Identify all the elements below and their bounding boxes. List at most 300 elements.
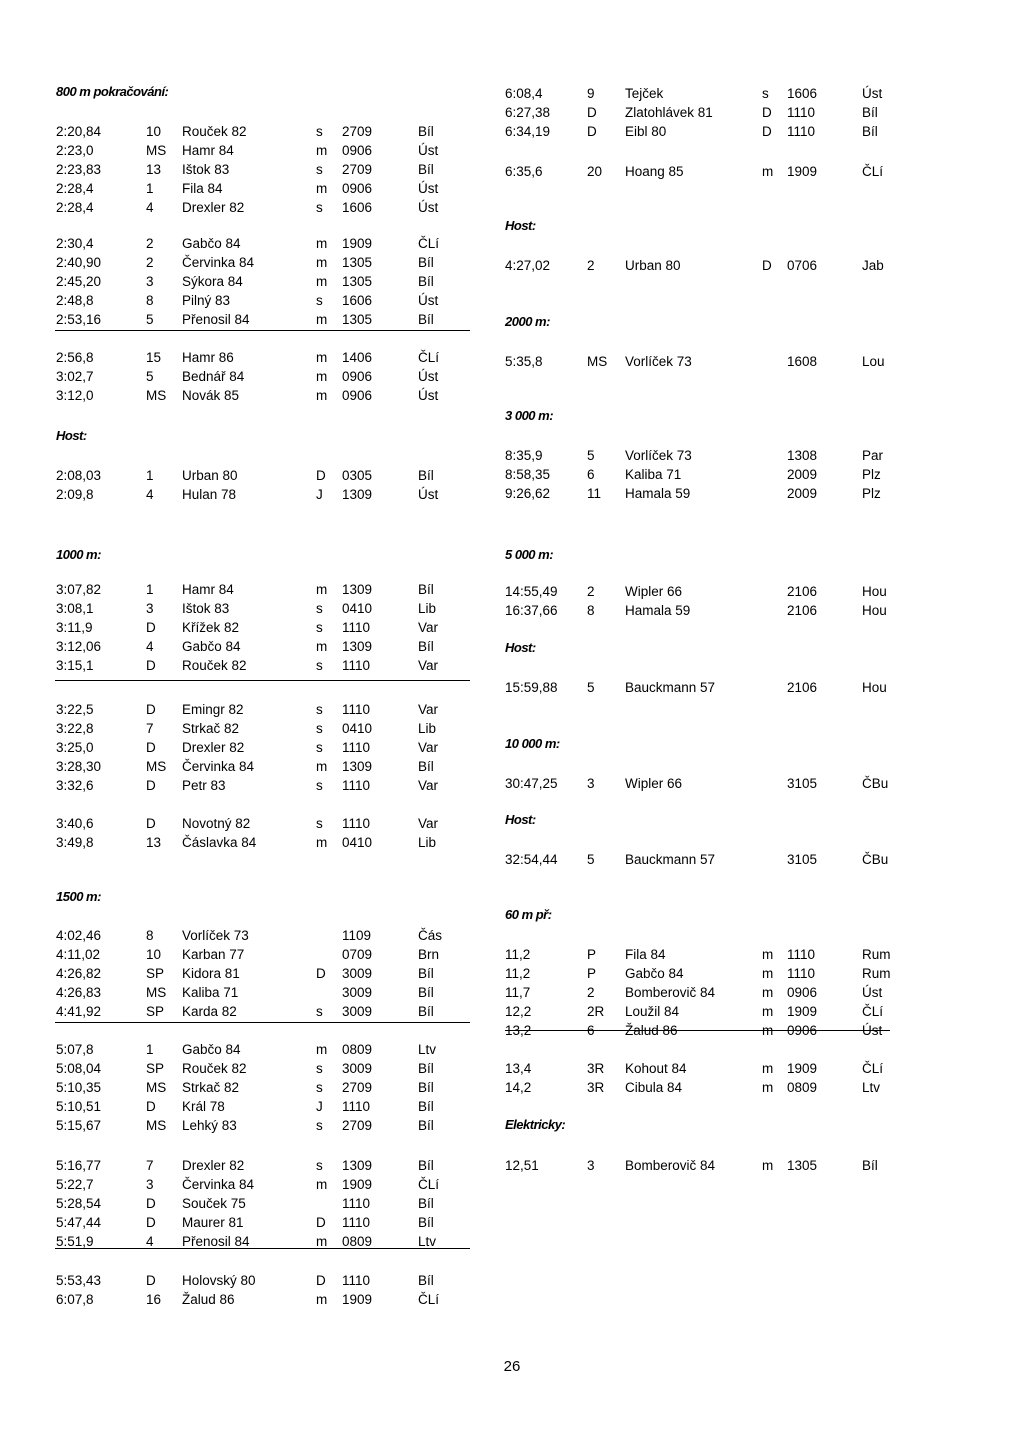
venue-cell: ČBu [862, 852, 889, 867]
time-cell: 4:02,46 [56, 928, 102, 943]
time-cell: 6:35,6 [505, 164, 543, 179]
time-cell: 14,2 [505, 1080, 532, 1095]
time-cell: 13,2 [505, 1023, 532, 1038]
time-cell: 3:07,82 [56, 582, 102, 597]
category-cell: s [316, 1158, 323, 1173]
venue-cell: Lib [418, 601, 437, 616]
result-row [0, 618, 1024, 638]
result-row [0, 122, 1024, 142]
place-cell: 8 [146, 293, 154, 308]
place-cell: D [587, 124, 597, 139]
category-cell: D [316, 966, 326, 981]
athlete-cell: Bauckmann 57 [625, 680, 716, 695]
place-cell: D [146, 620, 156, 635]
date-cell: 1110 [342, 1196, 371, 1211]
category-cell: s [316, 1004, 323, 1019]
time-cell: 6:34,19 [505, 124, 551, 139]
athlete-cell: Drexler 82 [182, 740, 245, 755]
date-cell: 1110 [342, 1215, 371, 1230]
result-row [0, 850, 1024, 870]
place-cell: 9 [587, 86, 595, 101]
time-cell: 5:35,8 [505, 354, 543, 369]
date-cell: 2709 [342, 162, 373, 177]
athlete-cell: Zlatohlávek 81 [625, 105, 713, 120]
athlete-cell: Červinka 84 [182, 255, 255, 270]
time-cell: 12,51 [505, 1158, 539, 1173]
date-cell: 2709 [342, 1118, 373, 1133]
place-cell: 4 [146, 200, 154, 215]
place-cell: 6 [587, 1023, 595, 1038]
athlete-cell: Novák 85 [182, 388, 240, 403]
venue-cell: Bíl [418, 1158, 434, 1173]
athlete-cell: Drexler 82 [182, 1158, 245, 1173]
result-row [0, 1232, 1024, 1252]
date-cell: 1110 [787, 124, 816, 139]
place-cell: P [587, 947, 597, 962]
athlete-cell: Strkač 82 [182, 1080, 240, 1095]
time-cell: 3:08,1 [56, 601, 94, 616]
place-cell: 3 [146, 1177, 154, 1192]
time-cell: 14:55,49 [505, 584, 558, 599]
venue-cell: Bíl [418, 985, 434, 1000]
date-cell: 1909 [787, 1004, 818, 1019]
place-cell: MS [587, 354, 608, 369]
result-row [0, 291, 1024, 311]
athlete-cell: Bednář 84 [182, 369, 245, 384]
date-cell: 1109 [342, 928, 372, 943]
venue-cell: ČLí [862, 1061, 884, 1076]
date-cell: 2709 [342, 124, 373, 139]
place-cell: D [146, 816, 156, 831]
venue-cell: Bíl [418, 1004, 434, 1019]
venue-cell: Jab [862, 258, 884, 273]
place-cell: D [146, 1273, 156, 1288]
athlete-cell: Hamala 59 [625, 486, 691, 501]
date-cell: 2106 [787, 584, 818, 599]
place-cell: 8 [146, 928, 154, 943]
result-row [0, 446, 1024, 466]
date-cell: 0809 [342, 1234, 373, 1249]
place-cell: 5 [146, 312, 154, 327]
date-cell: 1110 [342, 1273, 371, 1288]
place-cell: 10 [146, 124, 162, 139]
place-cell: 5 [146, 369, 154, 384]
venue-cell: Úst [418, 293, 439, 308]
category-cell: J [316, 1099, 323, 1114]
athlete-cell: Hamr 84 [182, 582, 234, 597]
time-cell: 30:47,25 [505, 776, 558, 791]
venue-cell: Úst [418, 181, 439, 196]
venue-cell: Ltv [862, 1080, 881, 1095]
time-cell: 3:02,7 [56, 369, 94, 384]
date-cell: 0809 [342, 1042, 373, 1057]
category-cell: m [316, 369, 328, 384]
category-cell: s [316, 620, 323, 635]
category-cell: m [762, 985, 774, 1000]
athlete-cell: Emingr 82 [182, 702, 244, 717]
venue-cell: Bíl [418, 312, 434, 327]
place-cell: MS [146, 388, 167, 403]
athlete-cell: Kaliba 71 [625, 467, 682, 482]
venue-cell: Hou [862, 584, 887, 599]
date-cell: 0906 [787, 1023, 818, 1038]
venue-cell: Par [862, 448, 884, 463]
section-heading: 1500 m: [56, 889, 101, 904]
category-cell: s [316, 1118, 323, 1133]
venue-cell: Úst [418, 369, 439, 384]
date-cell: 3009 [342, 1004, 373, 1019]
date-cell: 1309 [342, 487, 373, 502]
time-cell: 2:53,16 [56, 312, 102, 327]
athlete-cell: Lehký 83 [182, 1118, 237, 1133]
category-cell: m [316, 236, 328, 251]
place-cell: 2 [146, 255, 154, 270]
place-cell: 3 [146, 601, 154, 616]
athlete-cell: Kidora 81 [182, 966, 240, 981]
athlete-cell: Křížek 82 [182, 620, 240, 635]
category-cell: D [762, 124, 772, 139]
category-cell: m [762, 966, 774, 981]
venue-cell: Lou [862, 354, 885, 369]
date-cell: 0709 [342, 947, 373, 962]
venue-cell: Plz [862, 486, 881, 501]
time-cell: 5:15,67 [56, 1118, 102, 1133]
athlete-cell: Bomberovič 84 [625, 1158, 716, 1173]
venue-cell: Bíl [418, 468, 434, 483]
place-cell: MS [146, 1118, 167, 1133]
date-cell: 1909 [342, 236, 373, 251]
place-cell: D [146, 1099, 156, 1114]
athlete-cell: Kaliba 71 [182, 985, 239, 1000]
result-row [0, 678, 1024, 698]
athlete-cell: Čáslavka 84 [182, 835, 257, 850]
place-cell: 4 [146, 1234, 154, 1249]
result-row [0, 84, 1024, 104]
category-cell: m [316, 1292, 328, 1307]
time-cell: 9:26,62 [505, 486, 551, 501]
section-heading: Host: [505, 812, 536, 827]
athlete-cell: Fila 84 [625, 947, 666, 962]
category-cell: m [316, 255, 328, 270]
category-cell: m [316, 1042, 328, 1057]
venue-cell: Úst [862, 1023, 883, 1038]
result-row [0, 1040, 1024, 1060]
venue-cell: Úst [862, 985, 883, 1000]
time-cell: 5:07,8 [56, 1042, 94, 1057]
athlete-cell: Kohout 84 [625, 1061, 687, 1076]
result-row [0, 1156, 1024, 1176]
athlete-cell: Sýkora 84 [182, 274, 243, 289]
category-cell: s [316, 778, 323, 793]
section-heading: Host: [505, 218, 536, 233]
athlete-cell: Urban 80 [182, 468, 238, 483]
venue-cell: ČLí [862, 164, 884, 179]
athlete-cell: Gabčo 84 [625, 966, 684, 981]
place-cell: D [587, 105, 597, 120]
result-row [0, 582, 1024, 602]
date-cell: 0906 [342, 181, 373, 196]
divider [55, 1022, 470, 1023]
date-cell: 1608 [787, 354, 818, 369]
time-cell: 6:08,4 [505, 86, 543, 101]
time-cell: 5:47,44 [56, 1215, 102, 1230]
date-cell: 1305 [342, 312, 373, 327]
place-cell: 1 [146, 582, 154, 597]
time-cell: 5:16,77 [56, 1158, 102, 1173]
category-cell: m [316, 582, 328, 597]
place-cell: P [587, 966, 597, 981]
place-cell: 2 [587, 258, 595, 273]
result-row [0, 1175, 1024, 1195]
venue-cell: Plz [862, 467, 881, 482]
result-row [0, 1213, 1024, 1233]
venue-cell: Bíl [418, 255, 434, 270]
athlete-cell: Wipler 66 [625, 776, 683, 791]
date-cell: 1110 [342, 778, 371, 793]
category-cell: D [762, 258, 772, 273]
athlete-cell: Ištok 83 [182, 162, 230, 177]
venue-cell: Bíl [862, 105, 878, 120]
place-cell: 5 [587, 448, 595, 463]
time-cell: 32:54,44 [505, 852, 558, 867]
athlete-cell: Wipler 66 [625, 584, 683, 599]
athlete-cell: Pilný 83 [182, 293, 231, 308]
venue-cell: Bíl [418, 639, 434, 654]
category-cell: m [316, 759, 328, 774]
time-cell: 11,2 [505, 947, 531, 962]
athlete-cell: Loužil 84 [625, 1004, 680, 1019]
date-cell: 1909 [787, 164, 818, 179]
athlete-cell: Vorlíček 73 [625, 448, 692, 463]
athlete-cell: Tejček [625, 86, 664, 101]
place-cell: MS [146, 1080, 167, 1095]
venue-cell: Hou [862, 603, 887, 618]
place-cell: 10 [146, 947, 162, 962]
athlete-cell: Holovský 80 [182, 1273, 256, 1288]
time-cell: 3:11,9 [56, 620, 93, 635]
place-cell: 15 [146, 350, 162, 365]
date-cell: 1110 [342, 702, 371, 717]
athlete-cell: Eibl 80 [625, 124, 667, 139]
athlete-cell: Urban 80 [625, 258, 681, 273]
category-cell: m [316, 350, 328, 365]
time-cell: 3:12,06 [56, 639, 102, 654]
section-heading: 800 m pokračování: [56, 84, 169, 99]
venue-cell: Var [418, 702, 439, 717]
result-row [0, 256, 1024, 276]
time-cell: 15:59,88 [505, 680, 558, 695]
athlete-cell: Souček 75 [182, 1196, 246, 1211]
venue-cell: Bíl [418, 1080, 434, 1095]
athlete-cell: Karda 82 [182, 1004, 237, 1019]
athlete-cell: Cibula 84 [625, 1080, 683, 1095]
time-cell: 5:51,9 [56, 1234, 94, 1249]
venue-cell: ČLí [418, 1177, 440, 1192]
category-cell: m [762, 1023, 774, 1038]
section-heading: Host: [56, 428, 87, 443]
athlete-cell: Král 78 [182, 1099, 225, 1114]
category-cell: s [316, 702, 323, 717]
date-cell: 1909 [342, 1292, 373, 1307]
athlete-cell: Gabčo 84 [182, 1042, 241, 1057]
place-cell: 5 [587, 680, 595, 695]
category-cell: s [316, 721, 323, 736]
venue-cell: Bíl [418, 1099, 434, 1114]
result-row [0, 1059, 1024, 1079]
date-cell: 3105 [787, 776, 818, 791]
date-cell: 1305 [787, 1158, 818, 1173]
venue-cell: Úst [862, 86, 883, 101]
date-cell: 0305 [342, 468, 373, 483]
athlete-cell: Vorlíček 73 [182, 928, 249, 943]
venue-cell: Bíl [418, 1215, 434, 1230]
result-row [0, 601, 1024, 621]
category-cell: D [316, 1215, 326, 1230]
place-cell: 16 [146, 1292, 162, 1307]
section-heading: Host: [505, 640, 536, 655]
category-cell: m [762, 1004, 774, 1019]
category-cell: s [316, 740, 323, 755]
category-cell: m [316, 388, 328, 403]
place-cell: MS [146, 759, 167, 774]
place-cell: D [146, 778, 156, 793]
athlete-cell: Hoang 85 [625, 164, 684, 179]
venue-cell: ČLí [418, 1292, 440, 1307]
result-row [0, 774, 1024, 794]
time-cell: 4:11,02 [56, 947, 101, 962]
place-cell: 2 [587, 985, 595, 1000]
result-row [0, 1271, 1024, 1291]
category-cell: s [316, 200, 323, 215]
result-row [0, 945, 1024, 965]
place-cell: 4 [146, 487, 154, 502]
time-cell: 2:08,03 [56, 468, 102, 483]
category-cell: m [316, 312, 328, 327]
athlete-cell: Maurer 81 [182, 1215, 244, 1230]
date-cell: 1309 [342, 1158, 373, 1173]
date-cell: 0410 [342, 601, 373, 616]
time-cell: 3:40,6 [56, 816, 94, 831]
date-cell: 0906 [342, 388, 373, 403]
category-cell: m [762, 947, 774, 962]
time-cell: 6:07,8 [56, 1292, 94, 1307]
category-cell: m [316, 835, 328, 850]
date-cell: 2709 [342, 1080, 373, 1095]
category-cell: J [316, 487, 323, 502]
category-cell: s [316, 1080, 323, 1095]
venue-cell: Bíl [418, 162, 434, 177]
athlete-cell: Červinka 84 [182, 1177, 255, 1192]
result-row [0, 1078, 1024, 1098]
venue-cell: Var [418, 658, 439, 673]
category-cell: s [316, 601, 323, 616]
date-cell: 1305 [342, 255, 373, 270]
place-cell: 2R [587, 1004, 605, 1019]
time-cell: 3:32,6 [56, 778, 94, 793]
venue-cell: Úst [418, 200, 439, 215]
time-cell: 5:10,35 [56, 1080, 102, 1095]
time-cell: 3:15,1 [56, 658, 94, 673]
place-cell: 3R [587, 1080, 605, 1095]
venue-cell: Ltv [418, 1042, 437, 1057]
athlete-cell: Žalud 86 [625, 1023, 678, 1038]
result-row [0, 386, 1024, 406]
date-cell: 0410 [342, 835, 373, 850]
date-cell: 1606 [342, 200, 373, 215]
date-cell: 1110 [342, 658, 371, 673]
venue-cell: ČLí [862, 1004, 884, 1019]
place-cell: 1 [146, 181, 154, 196]
athlete-cell: Přenosil 84 [182, 312, 250, 327]
result-row [0, 141, 1024, 161]
venue-cell: Hou [862, 680, 887, 695]
place-cell: 8 [587, 603, 595, 618]
time-cell: 6:27,38 [505, 105, 551, 120]
place-cell: 3 [587, 1158, 595, 1173]
date-cell: 1110 [342, 1099, 371, 1114]
place-cell: D [146, 1215, 156, 1230]
athlete-cell: Bomberovič 84 [625, 985, 716, 1000]
divider [55, 680, 470, 681]
venue-cell: ČBu [862, 776, 889, 791]
result-row [0, 1021, 1024, 1041]
result-row [0, 103, 1024, 123]
place-cell: 13 [146, 162, 162, 177]
athlete-cell: Přenosil 84 [182, 1234, 250, 1249]
category-cell: m [316, 181, 328, 196]
date-cell: 1606 [787, 86, 818, 101]
time-cell: 3:22,5 [56, 702, 94, 717]
place-cell: D [146, 740, 156, 755]
venue-cell: Bíl [418, 1273, 434, 1288]
athlete-cell: Petr 83 [182, 778, 226, 793]
date-cell: 0410 [342, 721, 373, 736]
category-cell: m [762, 164, 774, 179]
category-cell: m [316, 639, 328, 654]
venue-cell: Bíl [418, 1196, 434, 1211]
athlete-cell: Gabčo 84 [182, 639, 241, 654]
result-row [0, 1194, 1024, 1214]
time-cell: 3:25,0 [56, 740, 94, 755]
category-cell: D [316, 468, 326, 483]
result-row [0, 656, 1024, 676]
date-cell: 3009 [342, 1061, 373, 1076]
time-cell: 12,2 [505, 1004, 532, 1019]
place-cell: D [146, 702, 156, 717]
divider [55, 1248, 470, 1249]
time-cell: 5:53,43 [56, 1273, 102, 1288]
venue-cell: Úst [418, 487, 439, 502]
place-cell: 2 [587, 584, 595, 599]
venue-cell: Var [418, 816, 439, 831]
result-row [0, 198, 1024, 218]
section-heading: Elektricky: [505, 1117, 566, 1132]
venue-cell: Čás [418, 928, 443, 943]
time-cell: 11,2 [505, 966, 531, 981]
date-cell: 1909 [787, 1061, 818, 1076]
time-cell: 3:22,8 [56, 721, 94, 736]
athlete-cell: Hulan 78 [182, 487, 237, 502]
section-heading: 3 000 m: [505, 408, 554, 423]
result-row [0, 234, 1024, 254]
category-cell: m [316, 274, 328, 289]
divider [55, 330, 470, 331]
time-cell: 8:58,35 [505, 467, 551, 482]
result-row [0, 1290, 1024, 1310]
venue-cell: Bíl [418, 274, 434, 289]
time-cell: 2:30,4 [56, 236, 94, 251]
result-row [0, 179, 1024, 199]
